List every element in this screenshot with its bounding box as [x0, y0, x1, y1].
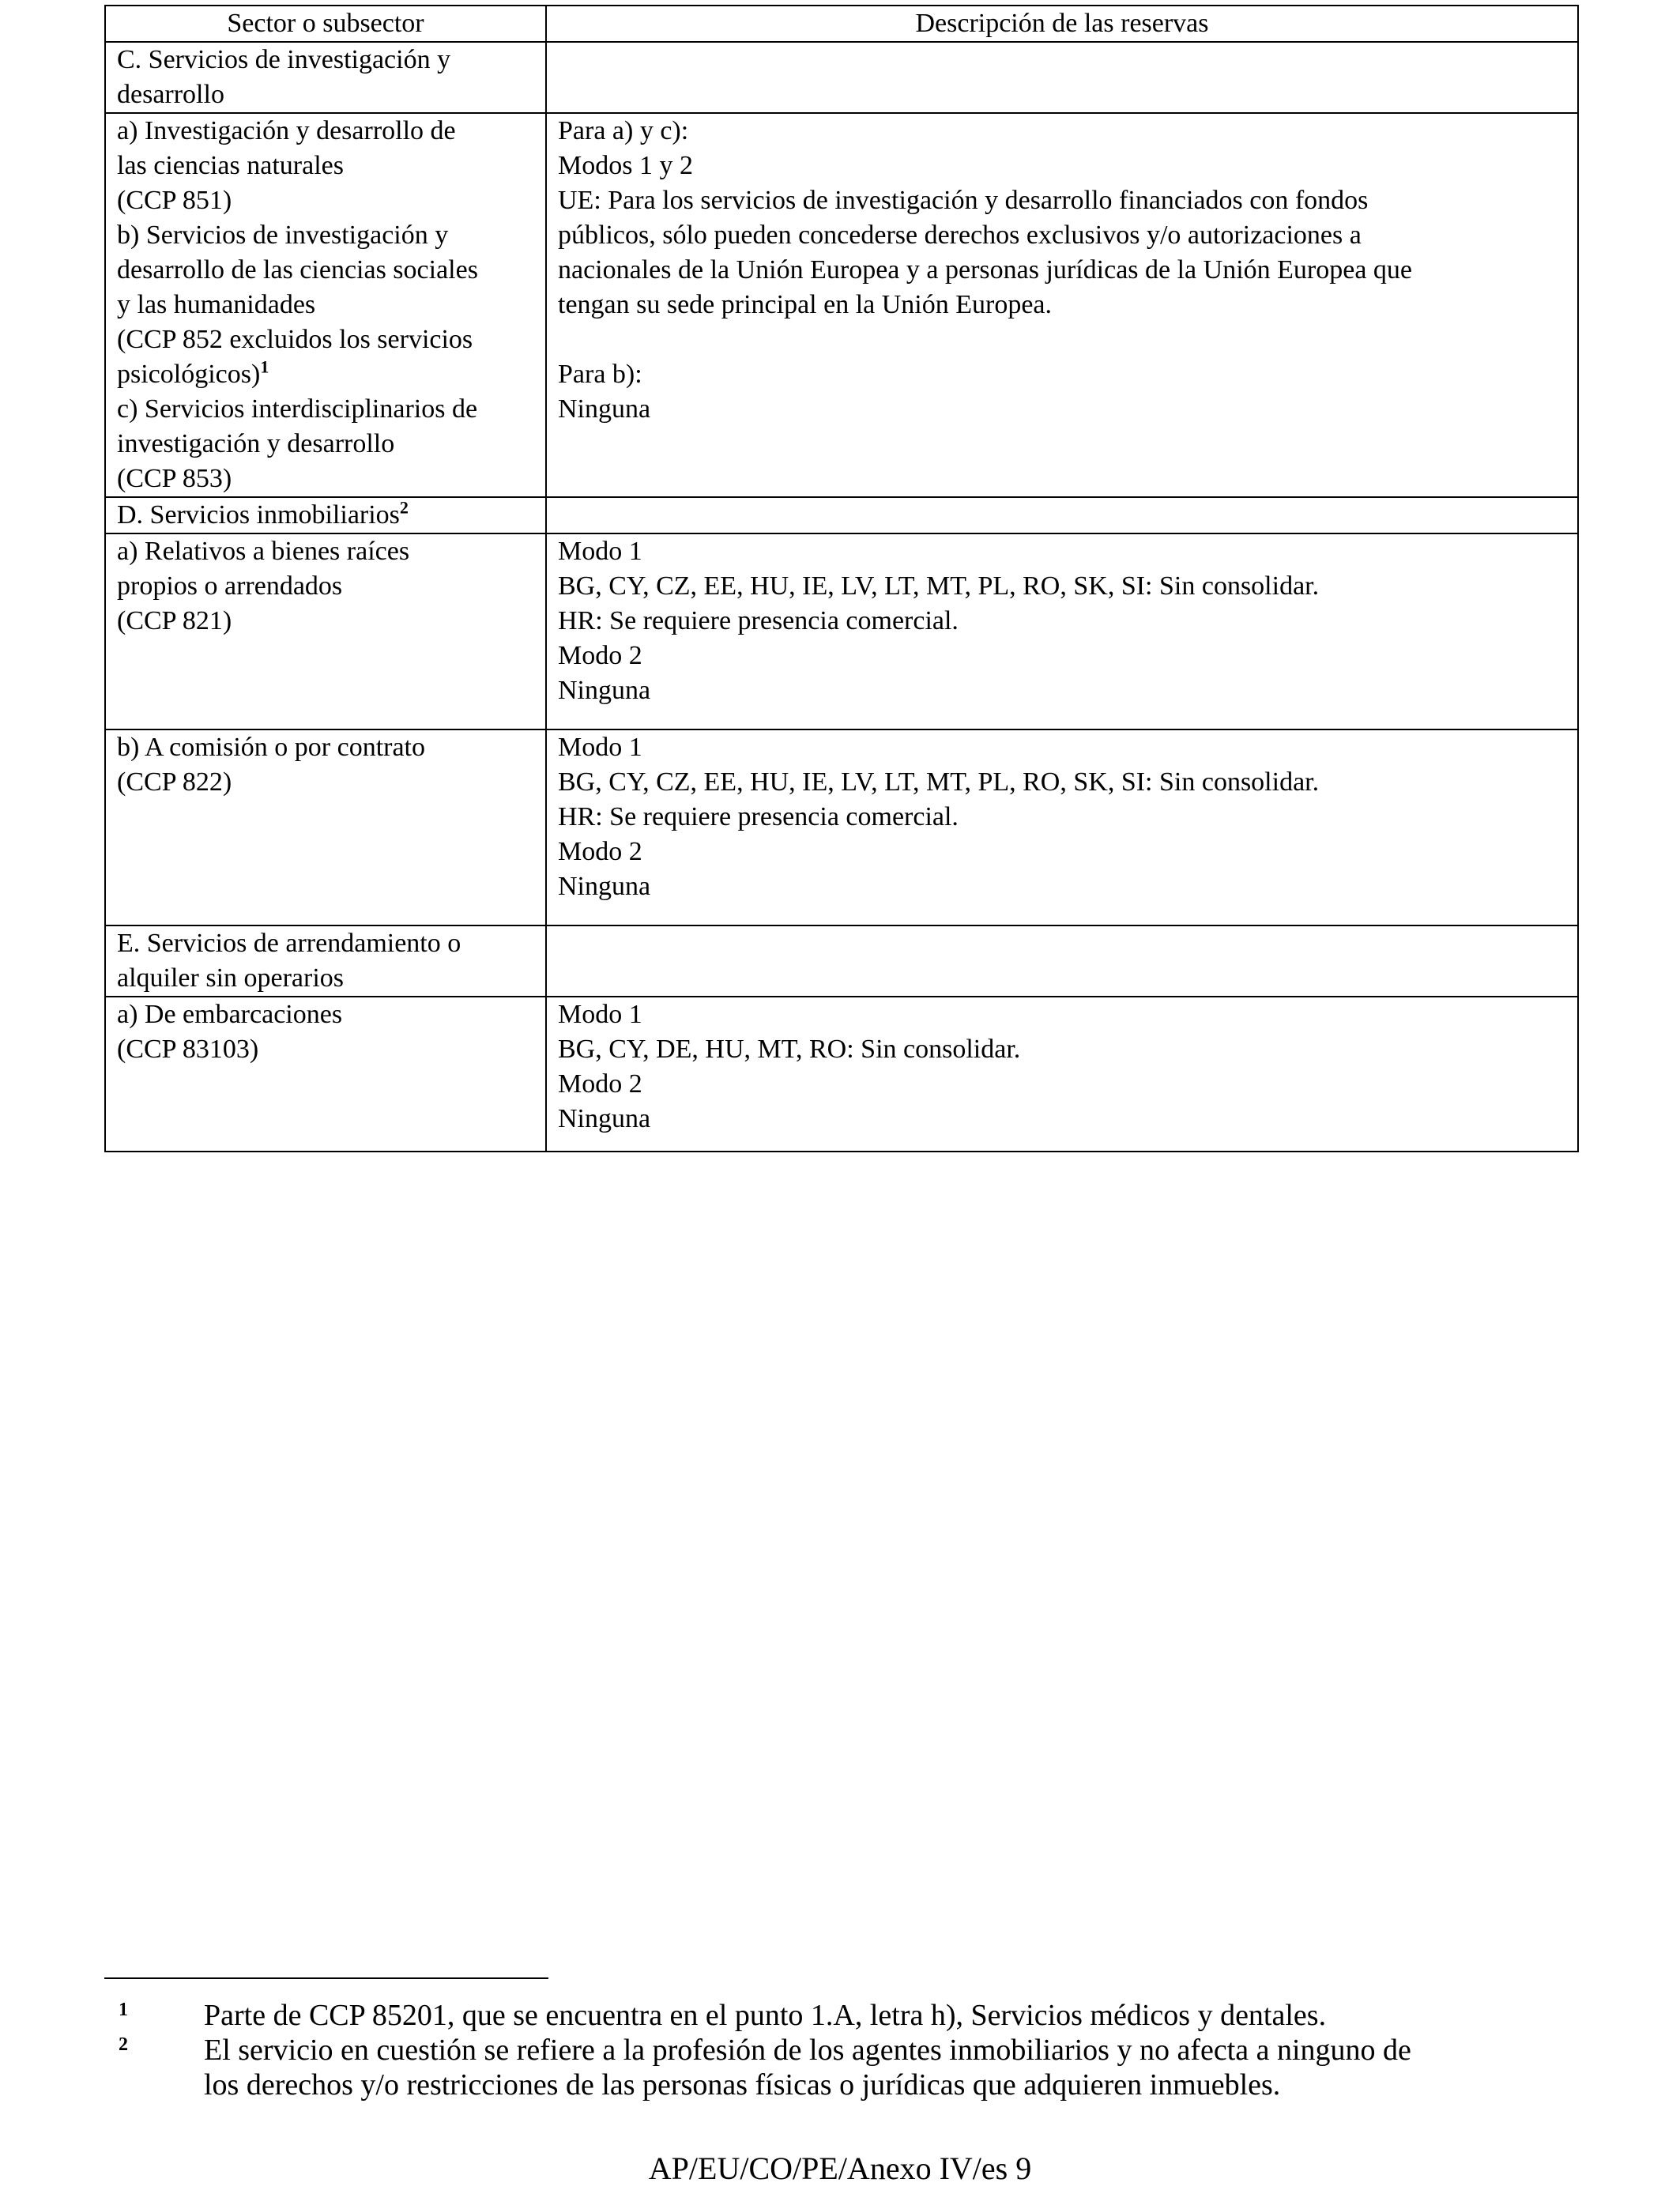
sector-line-text: psicológicos) [117, 360, 261, 389]
description-line: Para b): [558, 360, 642, 389]
description-line: Modo 2 [558, 1069, 642, 1099]
sector-line-text: (CCP 851) [117, 186, 232, 215]
sector-line [117, 322, 534, 357]
sector-line-text: E. Servicios de arrendamiento o [117, 929, 461, 958]
sector-line-text: desarrollo de las ciencias sociales [117, 255, 478, 285]
sector-line-text: y las humanidades [117, 290, 316, 319]
header-description: Descripción de las reservas [546, 6, 1578, 42]
sector-line [117, 114, 534, 149]
sector-cell [105, 997, 546, 1152]
sector-line-text: alquiler sin operarios [117, 963, 345, 993]
table-header-row [105, 6, 1578, 42]
sector-line [117, 498, 534, 533]
table-row [105, 533, 1578, 729]
description-line: nacionales de la Unión Europea y a personas jurídicas de la Unión Europea que [558, 255, 1413, 285]
sector-cell [105, 42, 546, 113]
sector-line-text: b) Servicios de investigación y [117, 221, 449, 250]
description-line: Modo 2 [558, 837, 642, 866]
page-footer-reference: AP/EU/CO/PE/Anexo IV/es 9 [648, 2151, 1032, 2186]
table-row [105, 997, 1578, 1152]
footnote-text [204, 2033, 1411, 2102]
description-line: BG, CY, CZ, EE, HU, IE, LV, LT, MT, PL, RO, SK, SI: Sin consolidar. [558, 571, 1320, 601]
sector-line [117, 730, 534, 765]
description-cell [546, 533, 1578, 729]
description-line: HR: Se requiere presencia comercial. [558, 802, 959, 831]
description-line: Modo 2 [558, 641, 642, 670]
footnote-mark: 2 [119, 2034, 128, 2055]
sector-line [117, 392, 534, 427]
sector-line [117, 961, 534, 996]
header-sector: Sector o subsector [105, 6, 546, 42]
table-row [105, 925, 1578, 997]
sector-line-text: a) De embarcaciones [117, 1000, 343, 1029]
footnote-reference[interactable]: 2 [399, 497, 409, 518]
sector-cell [105, 533, 546, 729]
description-cell [546, 497, 1578, 533]
sector-line [117, 534, 534, 569]
sector-line [117, 183, 534, 218]
description-line: BG, CY, CZ, EE, HU, IE, LV, LT, MT, PL, RO, SK, SI: Sin consolidar. [558, 767, 1320, 797]
sector-line-text: a) Investigación y desarrollo de [117, 116, 456, 145]
description-cell [546, 42, 1578, 113]
footnote-2 [119, 2033, 1573, 2102]
sector-line [117, 253, 534, 288]
footnote-line: los derechos y/o restricciones de las personas físicas o jurídicas que adquieren inmuebles. [204, 2068, 1281, 2102]
sector-line-text: (CCP 853) [117, 464, 232, 493]
description-line: UE: Para los servicios de investigación y desarrollo financiados con fondos [558, 186, 1369, 215]
sector-line-text: (CCP 83103) [117, 1035, 259, 1064]
sector-line-text: b) A comisión o por contrato [117, 733, 426, 762]
description-line: Modo 1 [558, 733, 642, 762]
description-line: Ninguna [558, 394, 651, 424]
sector-line [117, 43, 534, 77]
description-line: Ninguna [558, 1104, 651, 1133]
footnote-reference[interactable]: 1 [260, 356, 269, 377]
sector-line [117, 288, 534, 322]
sector-cell [105, 113, 546, 497]
table-row [105, 113, 1578, 497]
sector-line-text: (CCP 852 excluidos los servicios [117, 325, 473, 354]
description-line: Modo 1 [558, 537, 642, 566]
sector-line [117, 462, 534, 496]
footnote-line: El servicio en cuestión se refiere a la profesión de los agentes inmobiliarios y no afecta a ninguno de [204, 2034, 1411, 2067]
sector-line [117, 569, 534, 604]
sector-line [117, 765, 534, 800]
table-row [105, 42, 1578, 113]
sector-line-text: (CCP 821) [117, 606, 232, 635]
description-cell [546, 925, 1578, 997]
table-row [105, 497, 1578, 533]
table-body [105, 42, 1578, 1152]
sector-line [117, 77, 534, 112]
description-line: Ninguna [558, 676, 651, 705]
sector-line [117, 427, 534, 462]
sector-line-text: desarrollo [117, 80, 224, 109]
description-line: Modo 1 [558, 1000, 642, 1029]
sector-line-text: investigación y desarrollo [117, 429, 395, 458]
table-row [105, 729, 1578, 925]
description-cell [546, 113, 1578, 497]
sector-line [117, 149, 534, 183]
sector-cell [105, 729, 546, 925]
description-line: tengan su sede principal en la Unión Europea. [558, 290, 1053, 319]
sector-line [117, 604, 534, 639]
description-line: BG, CY, DE, HU, MT, RO: Sin consolidar. [558, 1035, 1021, 1064]
sector-line-text: (CCP 822) [117, 767, 232, 797]
sector-line [117, 997, 534, 1032]
sector-line-text: propios o arrendados [117, 571, 343, 601]
description-line: Para a) y c): [558, 116, 689, 145]
footnote-separator [104, 1977, 548, 1979]
sector-line [117, 926, 534, 961]
sector-line [117, 218, 534, 253]
sector-line-text: D. Servicios inmobiliarios [117, 500, 400, 530]
description-line: Ninguna [558, 872, 651, 901]
description-line: Modos 1 y 2 [558, 151, 693, 180]
sector-line [117, 1032, 534, 1067]
description-cell [546, 997, 1578, 1152]
description-line: públicos, sólo pueden concederse derechos exclusivos y/o autorizaciones a [558, 221, 1362, 250]
description-line: HR: Se requiere presencia comercial. [558, 606, 959, 635]
sector-line-text: c) Servicios interdisciplinarios de [117, 394, 478, 424]
reservations-table [104, 5, 1579, 1152]
paragraph-gap [558, 322, 1566, 357]
sector-line [117, 357, 534, 392]
sector-line-text: a) Relativos a bienes raíces [117, 537, 410, 566]
description-cell [546, 729, 1578, 925]
sector-cell [105, 497, 546, 533]
footnote-text [204, 1998, 1326, 2033]
footnote-1 [119, 1998, 1573, 2033]
sector-line-text: las ciencias naturales [117, 151, 344, 180]
sector-line-text: C. Servicios de investigación y [117, 45, 451, 74]
footnote-mark: 1 [119, 2000, 128, 2020]
sector-cell [105, 925, 546, 997]
footnote-line: Parte de CCP 85201, que se encuentra en el punto 1.A, letra h), Servicios médicos y dentales. [204, 1999, 1327, 2032]
